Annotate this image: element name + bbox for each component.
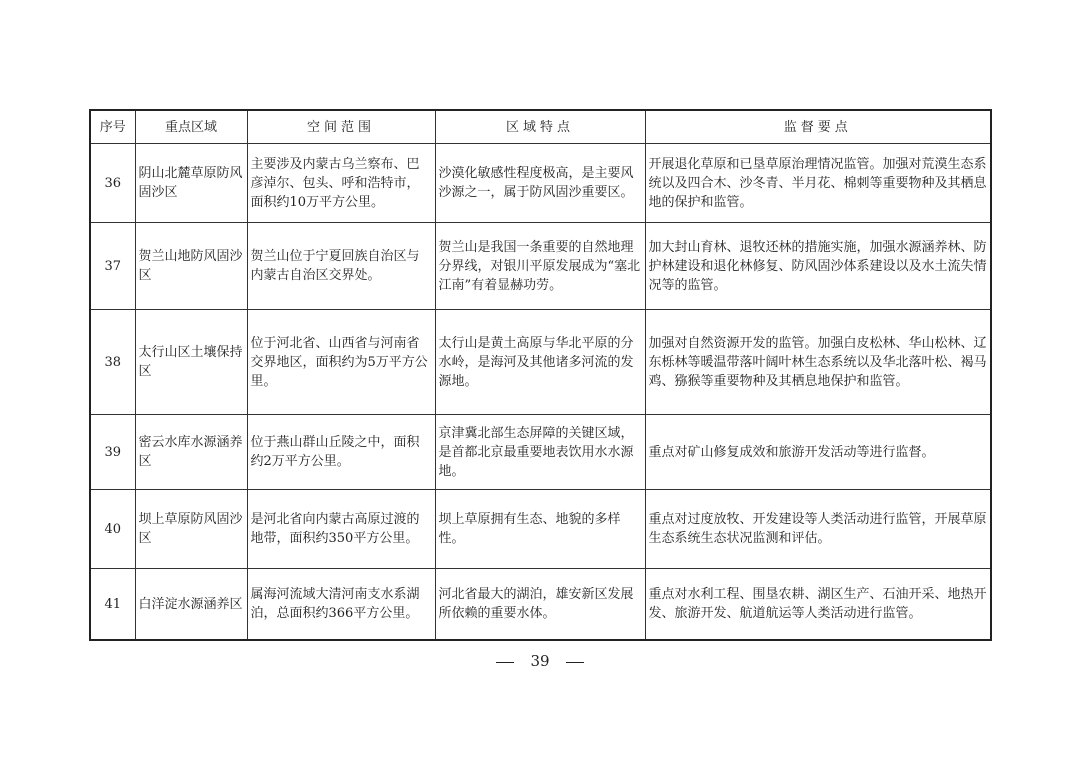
header-supervision: 监督要点 — [645, 110, 991, 144]
cell-seq: 36 — [90, 144, 135, 223]
cell-supervision: 加大封山育林、退牧还林的措施实施，加强水源涵养林、防护林建设和退化林修复、防风固沙体系建设以及水土流失情况等的监管。 — [645, 223, 991, 310]
table-row — [90, 490, 991, 569]
cell-scope: 位于燕山群山丘陵之中，面积约2万平方公里。 — [247, 415, 435, 490]
cell-features: 坝上草原拥有生态、地貌的多样性。 — [435, 490, 645, 569]
cell-features: 河北省最大的湖泊，雄安新区发展所依赖的重要水体。 — [435, 569, 645, 641]
page-footer — [0, 652, 1080, 670]
cell-supervision: 重点对水利工程、围垦农耕、湖区生产、石油开采、地热开发、旅游开发、航道航运等人类活动进行监管。 — [645, 569, 991, 641]
cell-scope: 贺兰山位于宁夏回族自治区与内蒙古自治区交界处。 — [247, 223, 435, 310]
table-row — [90, 415, 991, 490]
cell-supervision: 重点对矿山修复成效和旅游开发活动等进行监督。 — [645, 415, 991, 490]
header-seq: 序号 — [90, 110, 135, 144]
page-number: 39 — [530, 652, 550, 670]
cell-scope: 位于河北省、山西省与河南省交界地区，面积约为5万平方公里。 — [247, 310, 435, 415]
cell-seq: 40 — [90, 490, 135, 569]
cell-region: 密云水库水源涵养区 — [135, 415, 247, 490]
cell-seq: 39 — [90, 415, 135, 490]
header-region: 重点区域 — [135, 110, 247, 144]
cell-seq: 38 — [90, 310, 135, 415]
cell-features: 太行山是黄土高原与华北平原的分水岭，是海河及其他诸多河流的发源地。 — [435, 310, 645, 415]
right-dash — [566, 662, 584, 663]
regions-table — [89, 109, 992, 641]
left-dash — [496, 662, 514, 663]
cell-scope: 是河北省向内蒙古高原过渡的地带，面积约350平方公里。 — [247, 490, 435, 569]
table-row — [90, 310, 991, 415]
table-row — [90, 569, 991, 641]
cell-supervision: 重点对过度放牧、开发建设等人类活动进行监管，开展草原生态系统生态状况监测和评估。 — [645, 490, 991, 569]
cell-seq: 41 — [90, 569, 135, 641]
cell-region: 太行山区土壤保持区 — [135, 310, 247, 415]
cell-scope: 属海河流域大清河南支水系湖泊，总面积约366平方公里。 — [247, 569, 435, 641]
cell-region: 白洋淀水源涵养区 — [135, 569, 247, 641]
header-scope: 空间范围 — [247, 110, 435, 144]
cell-supervision: 加强对自然资源开发的监管。加强白皮松林、华山松林、辽东栎林等暖温带落叶阔叶林生态系统以及华北落叶松、褐马鸡、猕猴等重要物种及其栖息地保护和监管。 — [645, 310, 991, 415]
table-header-row — [90, 110, 991, 144]
cell-scope: 主要涉及内蒙古乌兰察布、巴彦淖尔、包头、呼和浩特市，面积约10万平方公里。 — [247, 144, 435, 223]
cell-region: 贺兰山地防风固沙区 — [135, 223, 247, 310]
cell-seq: 37 — [90, 223, 135, 310]
cell-features: 京津冀北部生态屏障的关键区域，是首都北京最重要地表饮用水水源地。 — [435, 415, 645, 490]
table-row — [90, 144, 991, 223]
cell-features: 贺兰山是我国一条重要的自然地理分界线，对银川平原发展成为“塞北江南”有着显赫功劳。 — [435, 223, 645, 310]
cell-features: 沙漠化敏感性程度极高，是主要风沙源之一，属于防风固沙重要区。 — [435, 144, 645, 223]
cell-region: 坝上草原防风固沙区 — [135, 490, 247, 569]
cell-supervision: 开展退化草原和已垦草原治理情况监管。加强对荒漠生态系统以及四合木、沙冬青、半月花、棉刺等重要物种及其栖息地的保护和监管。 — [645, 144, 991, 223]
cell-region: 阴山北麓草原防风固沙区 — [135, 144, 247, 223]
table-row — [90, 223, 991, 310]
header-features: 区域特点 — [435, 110, 645, 144]
